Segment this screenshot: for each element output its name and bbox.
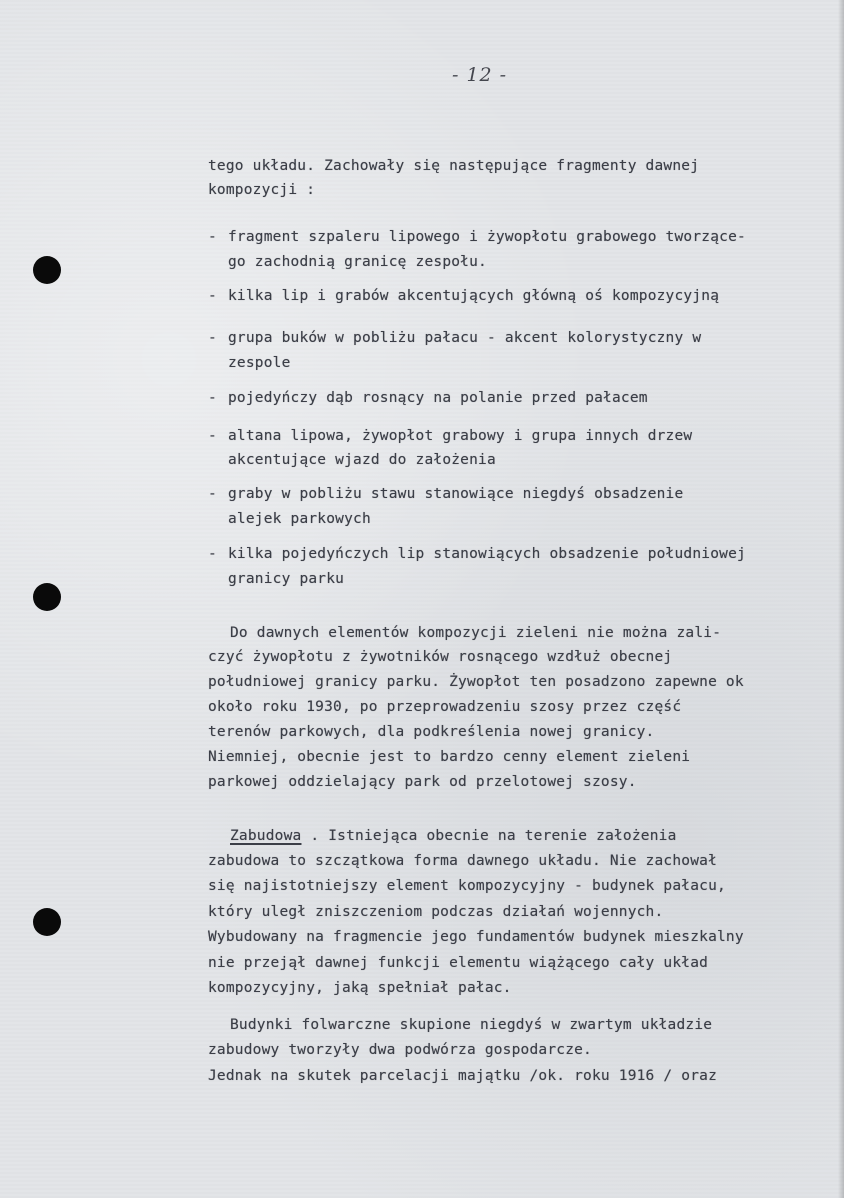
list-item bbox=[208, 284, 838, 308]
intro-line: kompozycji : bbox=[208, 182, 316, 198]
paragraph-line: nie przejął dawnej funkcji elementu wiążącego cały układ bbox=[208, 955, 709, 971]
paragraph-line: Niemniej, obecnie jest to bardzo cenny element zieleni bbox=[208, 749, 691, 765]
section-heading: Zabudowa bbox=[230, 828, 302, 844]
list-dash: - bbox=[208, 546, 217, 562]
list-item-text: kilka pojedyńczych lip stanowiących obsadzenie południowej bbox=[228, 546, 746, 562]
list-item-text: graby w pobliżu stawu stanowiące niegdyś obsadzenie bbox=[228, 486, 684, 502]
list-item-text: grupa buków w pobliżu pałacu - akcent kolorystyczny w bbox=[228, 330, 702, 346]
paragraph-line: kompozycyjny, jaką spełniał pałac. bbox=[208, 980, 512, 996]
paragraph-line: który uległ zniszczeniom podczas działań wojennych. bbox=[208, 904, 664, 920]
list-item-text: zespole bbox=[228, 355, 291, 371]
list-item bbox=[208, 482, 838, 506]
punch-hole bbox=[33, 583, 61, 611]
paragraph-text: Budynki folwarczne skupione niegdyś w zwartym układzie bbox=[230, 1017, 713, 1033]
list-dash: - bbox=[208, 428, 217, 444]
paragraph-text: Do dawnych elementów kompozycji zieleni nie można zali- bbox=[230, 625, 722, 641]
list-dash: - bbox=[208, 330, 217, 346]
list-dash: - bbox=[208, 288, 217, 304]
punch-hole bbox=[33, 908, 61, 936]
list-item bbox=[208, 386, 838, 410]
list-item-text: kilka lip i grabów akcentujących główną oś kompozycyjną bbox=[228, 288, 720, 304]
list-item-continuation bbox=[208, 507, 838, 531]
paragraph-line: zabudowy tworzyły dwa podwórza gospodarcze. bbox=[208, 1042, 592, 1058]
list-item-continuation bbox=[208, 448, 838, 472]
paragraph-line bbox=[208, 621, 838, 645]
paragraph-line bbox=[208, 824, 838, 848]
list-dash: - bbox=[208, 390, 217, 406]
list-item bbox=[208, 326, 838, 350]
paragraph-line: się najistotniejszy element kompozycyjny - budynek pałacu, bbox=[208, 878, 726, 894]
list-item bbox=[208, 225, 838, 249]
paragraph-line: zabudowa to szczątkowa forma dawnego układu. Nie zachował bbox=[208, 853, 717, 869]
paragraph-line: terenów parkowych, dla podkreślenia nowej granicy. bbox=[208, 724, 655, 740]
page-number: - 12 - bbox=[452, 64, 508, 86]
list-item-continuation bbox=[208, 250, 838, 274]
paragraph-text: . Istniejąca obecnie na terenie założenia bbox=[310, 828, 677, 844]
paragraph-line: około roku 1930, po przeprowadzeniu szosy przez część bbox=[208, 699, 682, 715]
intro-line: tego układu. Zachowały się następujące fragmenty dawnej bbox=[208, 158, 700, 174]
list-item-continuation bbox=[208, 351, 838, 375]
paragraph-line: południowej granicy parku. Żywopłot ten posadzono zapewne ok bbox=[208, 674, 744, 690]
punch-hole bbox=[33, 256, 61, 284]
list-item-text: alejek parkowych bbox=[228, 511, 371, 527]
list-item-text: fragment szpaleru lipowego i żywopłotu grabowego tworzące- bbox=[228, 229, 746, 245]
list-item-text: pojedyńczy dąb rosnący na polanie przed pałacem bbox=[228, 390, 648, 406]
paragraph-line: czyć żywopłotu z żywotników rosnącego wzdłuż obecnej bbox=[208, 649, 673, 665]
list-item bbox=[208, 424, 838, 448]
list-item-text: altana lipowa, żywopłot grabowy i grupa innych drzew bbox=[228, 428, 693, 444]
list-item-text: go zachodnią granicę zespołu. bbox=[228, 254, 487, 270]
list-dash: - bbox=[208, 486, 217, 502]
paragraph-line: Jednak na skutek parcelacji majątku /ok. roku 1916 / oraz bbox=[208, 1068, 717, 1084]
list-item-text: granicy parku bbox=[228, 571, 345, 587]
list-item-text: akcentujące wjazd do założenia bbox=[228, 452, 496, 468]
paragraph-line: Wybudowany na fragmencie jego fundamentów budynek mieszkalny bbox=[208, 929, 744, 945]
paragraph-line bbox=[208, 1013, 838, 1037]
list-item-continuation bbox=[208, 567, 838, 591]
paragraph-line: parkowej oddzielający park od przelotowej szosy. bbox=[208, 774, 637, 790]
list-dash: - bbox=[208, 229, 217, 245]
list-item bbox=[208, 542, 838, 566]
